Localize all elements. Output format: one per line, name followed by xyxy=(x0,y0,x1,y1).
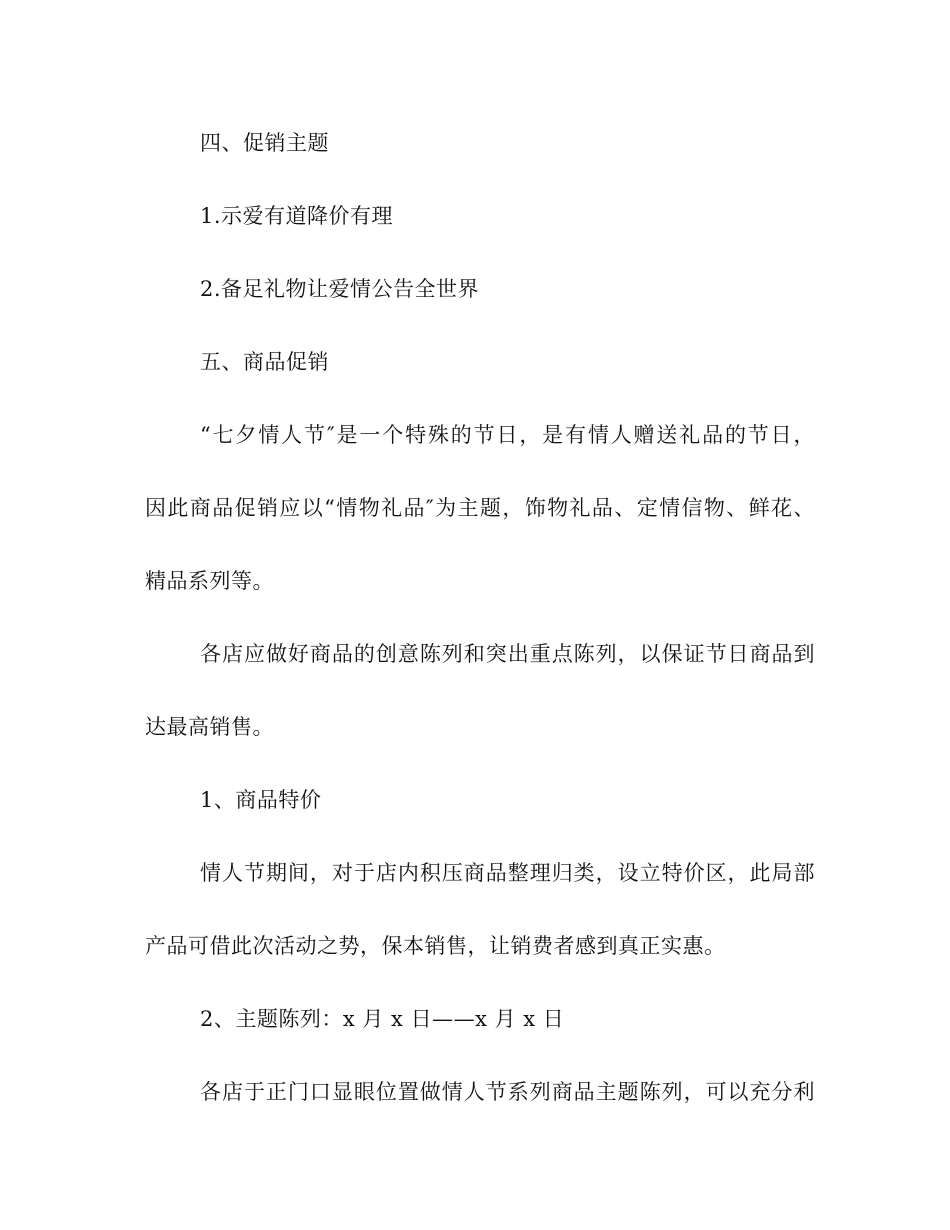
section-heading-product-promotion: 五、商品促销 xyxy=(200,350,329,374)
subheading-theme-display: 2、主题陈列：x 月 x 日——x 月 x 日 xyxy=(200,1007,565,1031)
paragraph-line: 产品可借此次活动之势，保本销售，让销费者感到真正实惠。 xyxy=(145,934,726,958)
paragraph-line: 达最高销售。 xyxy=(145,715,274,739)
paragraph-line: 各店于正门口显眼位置做情人节系列商品主题陈列，可以充分利 xyxy=(200,1080,815,1104)
theme-item-1: 1.示爱有道降价有理 xyxy=(200,204,394,228)
theme-item-2: 2.备足礼物让爱情公告全世界 xyxy=(200,277,480,301)
paragraph-line: 各店应做好商品的创意陈列和突出重点陈列，以保证节日商品到 xyxy=(200,642,815,666)
paragraph-line: “七夕情人节″是一个特殊的节日，是有情人赠送礼品的节日， xyxy=(200,423,815,447)
paragraph-line: 精品系列等。 xyxy=(145,569,274,593)
paragraph-line: 情人节期间，对于店内积压商品整理归类，设立特价区，此局部 xyxy=(200,861,815,885)
subheading-special-price: 1、商品特价 xyxy=(200,788,322,812)
paragraph-line: 因此商品促销应以“情物礼品″为主题，饰物礼品、定情信物、鲜花、 xyxy=(145,496,815,520)
section-heading-promotion-theme: 四、促销主题 xyxy=(200,131,329,155)
